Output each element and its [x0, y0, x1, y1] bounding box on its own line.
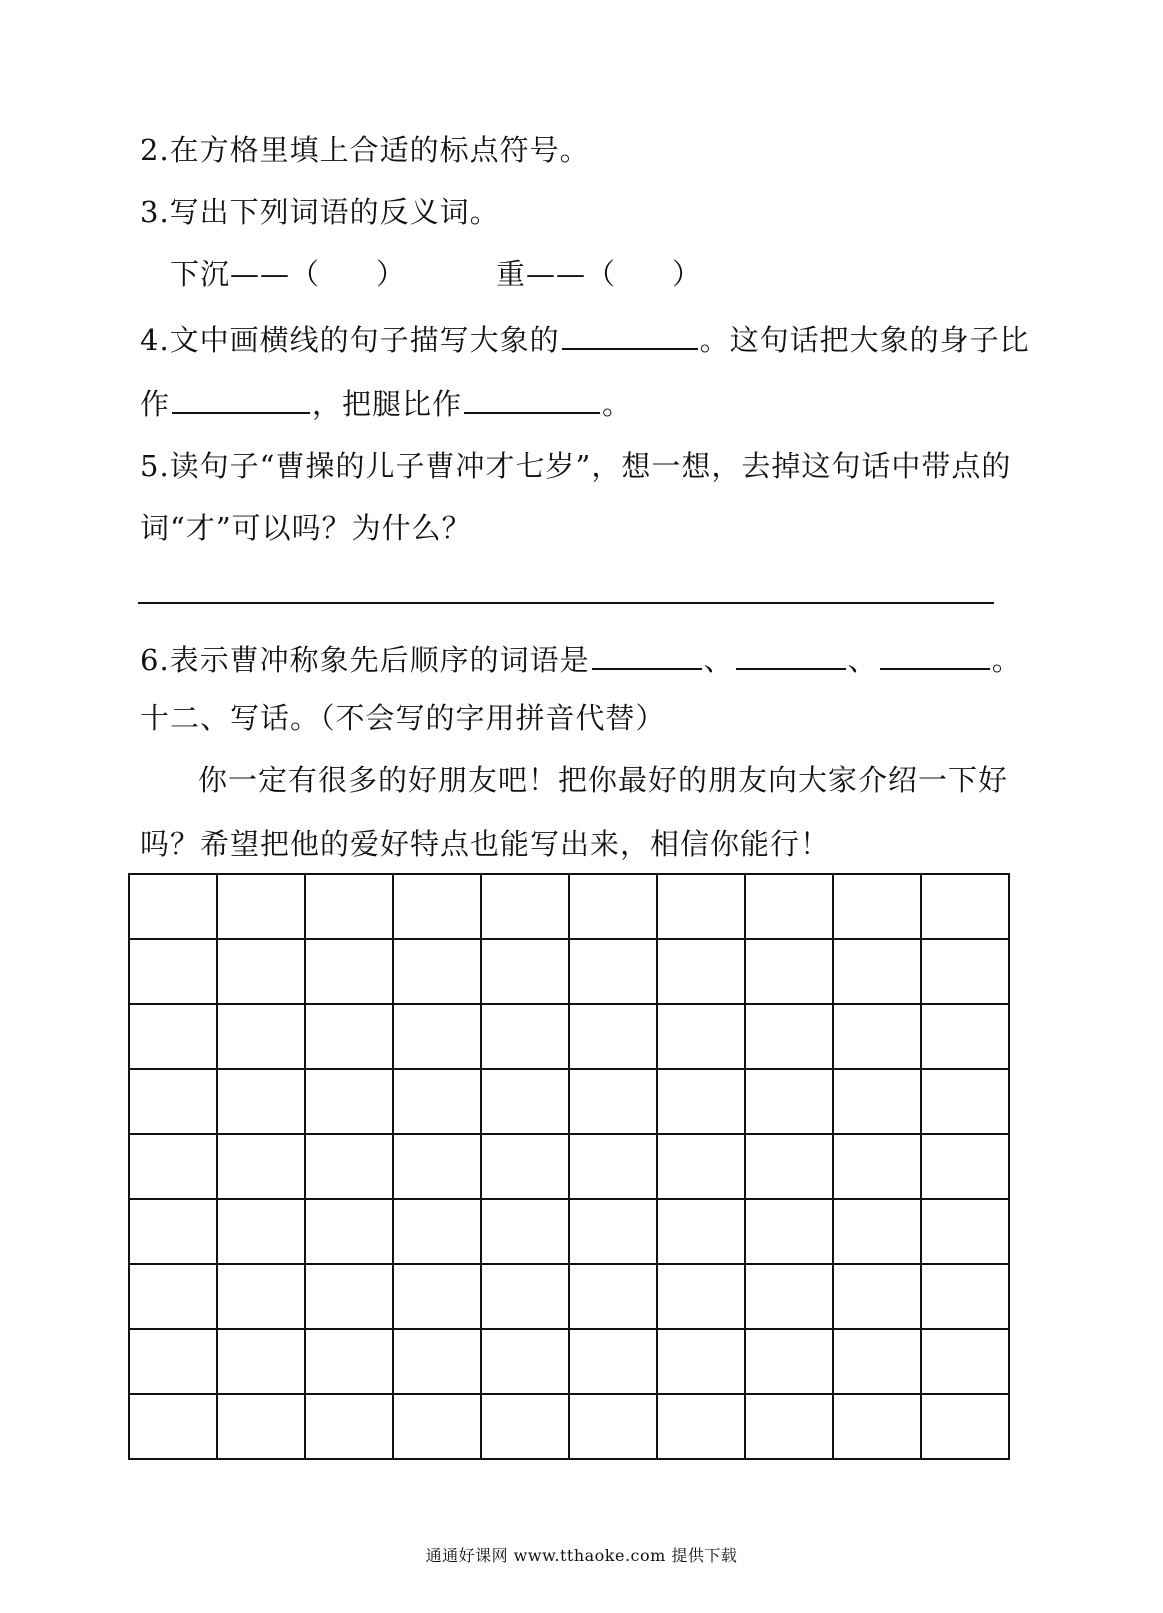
question-4-text-c: 作: [140, 387, 171, 421]
question-4-text-b: 。这句话把大象的身子比: [699, 323, 1030, 357]
grid-cell[interactable]: [921, 874, 1009, 939]
grid-cell[interactable]: [833, 939, 921, 1004]
antonym-2-word: 重——（: [496, 257, 617, 291]
grid-cell[interactable]: [657, 1069, 745, 1134]
answer-blank-4c[interactable]: [464, 382, 600, 414]
grid-cell[interactable]: [305, 874, 393, 939]
grid-cell[interactable]: [745, 1069, 833, 1134]
question-4-text-d: ，把腿比作: [312, 387, 463, 421]
grid-cell[interactable]: [833, 1329, 921, 1394]
grid-cell[interactable]: [393, 939, 481, 1004]
grid-cell[interactable]: [393, 1199, 481, 1264]
question-4-text-a: 4.文中画横线的句子描写大象的: [140, 323, 560, 357]
question-6-text: 6.表示曹冲称象先后顺序的词语是: [140, 643, 590, 677]
question-2: 2.在方格里填上合适的标点符号。: [140, 133, 590, 167]
antonym-1-close: ）: [376, 257, 407, 291]
grid-cell[interactable]: [217, 1069, 305, 1134]
grid-cell[interactable]: [569, 1004, 657, 1069]
grid-cell[interactable]: [569, 1134, 657, 1199]
answer-blank-6c[interactable]: [880, 638, 990, 670]
question-4-text-e: 。: [602, 387, 633, 421]
grid-cell[interactable]: [305, 1004, 393, 1069]
grid-cell[interactable]: [217, 874, 305, 939]
grid-cell[interactable]: [569, 1199, 657, 1264]
grid-cell[interactable]: [745, 1004, 833, 1069]
question-6-end: 。: [991, 643, 1022, 677]
grid-cell[interactable]: [481, 1329, 569, 1394]
grid-cell[interactable]: [393, 874, 481, 939]
grid-cell[interactable]: [657, 1004, 745, 1069]
grid-cell[interactable]: [129, 1329, 217, 1394]
grid-cell[interactable]: [129, 1199, 217, 1264]
answer-blank-4b[interactable]: [172, 382, 310, 414]
question-3: 3.写出下列词语的反义词。: [140, 195, 500, 229]
section-12-prompt-line1: 你一定有很多的好朋友吧！把你最好的朋友向大家介绍一下好: [198, 763, 1009, 797]
grid-cell[interactable]: [129, 1394, 217, 1459]
question-5-line1: 5.读句子“曹操的儿子曹冲才七岁”，想一想，去掉这句话中带点的: [140, 449, 1012, 483]
grid-cell[interactable]: [657, 1264, 745, 1329]
question-4-line1: [140, 318, 1030, 360]
grid-cell[interactable]: [217, 1004, 305, 1069]
grid-cell[interactable]: [745, 1394, 833, 1459]
grid-cell[interactable]: [305, 1329, 393, 1394]
grid-cell[interactable]: [833, 1134, 921, 1199]
grid-row: [129, 1329, 1009, 1394]
grid-cell[interactable]: [833, 1199, 921, 1264]
grid-row: [129, 1134, 1009, 1199]
grid-cell[interactable]: [393, 1264, 481, 1329]
grid-cell[interactable]: [921, 1134, 1009, 1199]
grid-cell[interactable]: [481, 1134, 569, 1199]
grid-row: [129, 939, 1009, 1004]
grid-cell[interactable]: [305, 1394, 393, 1459]
grid-cell[interactable]: [129, 1134, 217, 1199]
grid-cell[interactable]: [657, 939, 745, 1004]
grid-cell[interactable]: [481, 874, 569, 939]
grid-cell[interactable]: [305, 1069, 393, 1134]
grid-cell[interactable]: [393, 1329, 481, 1394]
section-12-title: 十二、写话。（不会写的字用拼音代替）: [140, 701, 666, 735]
answer-blank-4a[interactable]: [562, 318, 698, 350]
grid-cell[interactable]: [745, 1134, 833, 1199]
grid-row: [129, 1199, 1009, 1264]
grid-row: [129, 1004, 1009, 1069]
grid-cell[interactable]: [745, 939, 833, 1004]
grid-cell[interactable]: [217, 1264, 305, 1329]
grid-cell[interactable]: [921, 1069, 1009, 1134]
grid-cell[interactable]: [481, 939, 569, 1004]
grid-cell[interactable]: [745, 874, 833, 939]
grid-cell[interactable]: [481, 1069, 569, 1134]
grid-row: [129, 1264, 1009, 1329]
grid-cell[interactable]: [657, 1199, 745, 1264]
grid-cell[interactable]: [569, 1069, 657, 1134]
grid-cell[interactable]: [657, 1134, 745, 1199]
grid-cell[interactable]: [129, 1264, 217, 1329]
grid-cell[interactable]: [217, 1394, 305, 1459]
question-6-sep-1: 、: [703, 643, 734, 677]
grid-cell[interactable]: [569, 1394, 657, 1459]
grid-cell[interactable]: [745, 1264, 833, 1329]
question-6-sep-2: 、: [847, 643, 878, 677]
grid-cell[interactable]: [569, 874, 657, 939]
grid-cell[interactable]: [745, 1329, 833, 1394]
footer-credit: 通通好课网 www.tthaoke.com 提供下载: [425, 1546, 738, 1565]
antonym-1-word: 下沉——（: [170, 257, 321, 291]
antonym-row: [170, 254, 702, 294]
grid-cell[interactable]: [481, 1394, 569, 1459]
grid-cell[interactable]: [305, 1199, 393, 1264]
grid-cell[interactable]: [569, 939, 657, 1004]
grid-row: [129, 1069, 1009, 1134]
grid-row: [129, 1394, 1009, 1459]
grid-cell[interactable]: [833, 1069, 921, 1134]
question-4-line2: [140, 382, 632, 424]
grid-cell[interactable]: [569, 1329, 657, 1394]
grid-cell[interactable]: [745, 1199, 833, 1264]
writing-grid: [128, 873, 1010, 1460]
answer-line-5[interactable]: [138, 602, 994, 604]
grid-cell[interactable]: [657, 1329, 745, 1394]
antonym-2-close: ）: [672, 257, 703, 291]
grid-cell[interactable]: [833, 874, 921, 939]
grid-cell[interactable]: [657, 1394, 745, 1459]
grid-cell[interactable]: [129, 874, 217, 939]
grid-cell[interactable]: [833, 1264, 921, 1329]
grid-cell[interactable]: [481, 1199, 569, 1264]
grid-cell[interactable]: [481, 1004, 569, 1069]
grid-cell[interactable]: [481, 1264, 569, 1329]
question-6: [140, 638, 1022, 680]
grid-cell[interactable]: [921, 1329, 1009, 1394]
grid-cell[interactable]: [217, 939, 305, 1004]
grid-cell[interactable]: [921, 1264, 1009, 1329]
grid-cell[interactable]: [393, 1069, 481, 1134]
grid-cell[interactable]: [921, 939, 1009, 1004]
grid-cell[interactable]: [921, 1199, 1009, 1264]
grid-cell[interactable]: [305, 1134, 393, 1199]
grid-cell[interactable]: [393, 1004, 481, 1069]
grid-cell[interactable]: [657, 874, 745, 939]
grid-cell[interactable]: [393, 1394, 481, 1459]
grid-cell[interactable]: [833, 1394, 921, 1459]
grid-row: [129, 874, 1009, 939]
grid-cell[interactable]: [921, 1394, 1009, 1459]
grid-cell[interactable]: [129, 1004, 217, 1069]
grid-cell[interactable]: [129, 939, 217, 1004]
grid-cell[interactable]: [305, 1264, 393, 1329]
grid-cell[interactable]: [129, 1069, 217, 1134]
grid-cell[interactable]: [921, 1004, 1009, 1069]
grid-cell[interactable]: [217, 1199, 305, 1264]
grid-cell[interactable]: [393, 1134, 481, 1199]
grid-cell[interactable]: [833, 1004, 921, 1069]
answer-blank-6a[interactable]: [592, 638, 702, 670]
question-5-line2: 词“才”可以吗？为什么？: [140, 511, 472, 545]
section-12-prompt-line2: 吗？希望把他的爱好特点也能写出来，相信你能行！: [140, 827, 831, 861]
grid-cell[interactable]: [305, 939, 393, 1004]
grid-cell[interactable]: [569, 1264, 657, 1329]
grid-cell[interactable]: [217, 1329, 305, 1394]
grid-cell[interactable]: [217, 1134, 305, 1199]
answer-blank-6b[interactable]: [736, 638, 846, 670]
